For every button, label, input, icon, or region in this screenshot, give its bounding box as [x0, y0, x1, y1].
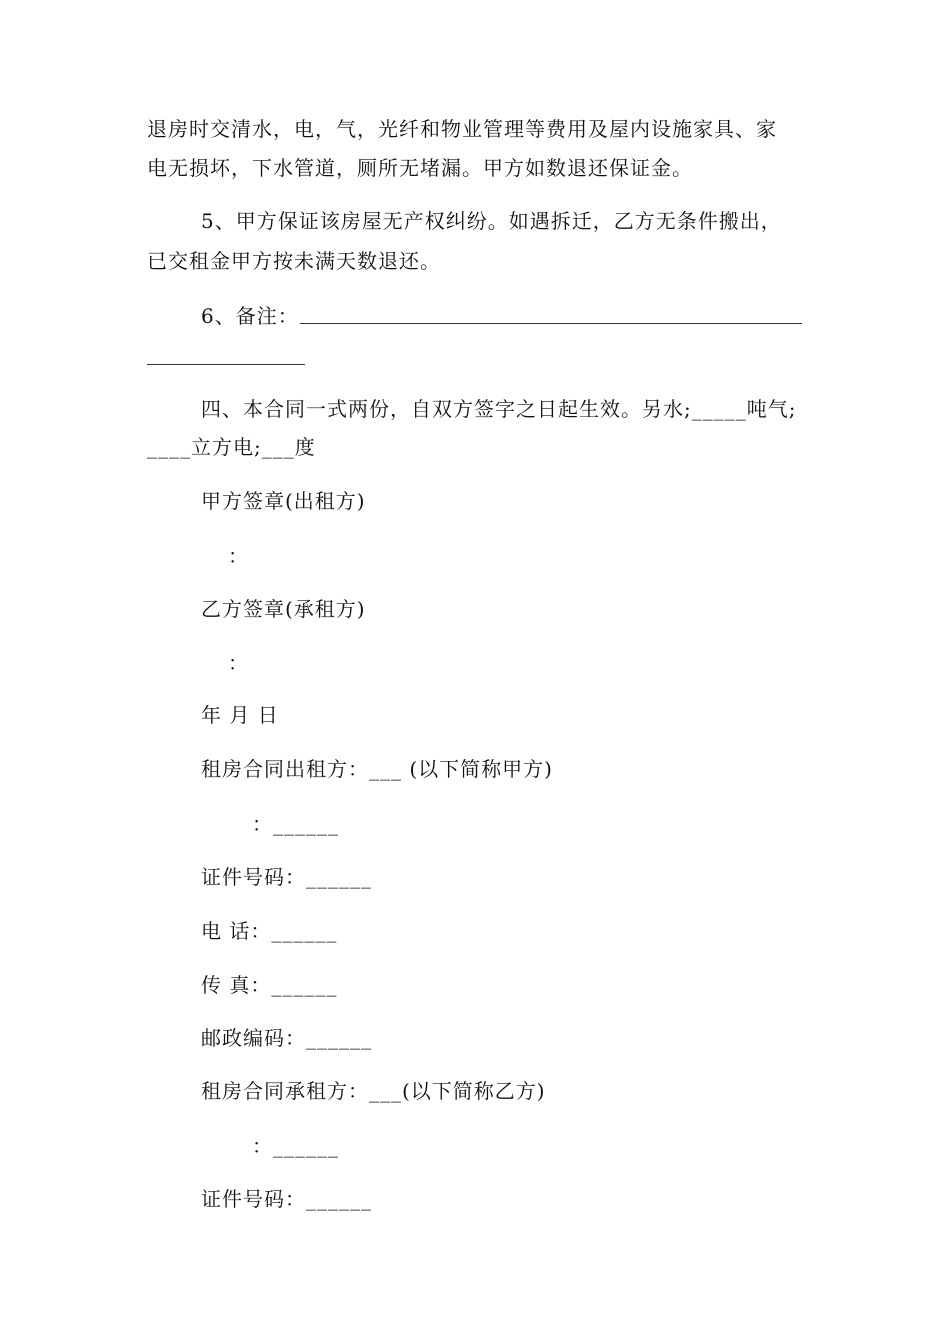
lessor-title: 租房合同出租方：___ (以下简称甲方): [201, 757, 553, 781]
lessee-name-row: ：______: [252, 1134, 339, 1158]
section4-line2: ____立方电;___度: [147, 435, 316, 459]
clause4-line1: 退房时交清水，电，气，光纤和物业管理等费用及屋内设施家具、家: [147, 117, 777, 141]
clause6-label: 6、备注：: [201, 304, 299, 328]
lessor-name-row: ：______: [252, 812, 339, 836]
party-b-signature-label: 乙方签章(承租方): [201, 597, 366, 621]
clause5-line2: 已交租金甲方按未满天数退还。: [147, 249, 441, 273]
lessor-postcode-row: 邮政编码：______: [201, 1026, 372, 1050]
lessee-id-row: 证件号码：______: [201, 1187, 372, 1211]
party-b-signature-colon: ：: [228, 651, 249, 675]
remarks-blank-line-2: [147, 364, 305, 365]
remarks-blank-line-1: [300, 323, 802, 324]
party-a-signature-label: 甲方签章(出租方): [201, 489, 366, 513]
party-a-signature-colon: ：: [228, 544, 249, 568]
section4-line1: 四、本合同一式两份，自双方签字之日起生效。另水;_____吨气;: [201, 397, 797, 421]
lessor-fax-row: 传 真：______: [201, 973, 338, 997]
lessee-title: 租房合同承租方：___(以下简称乙方): [201, 1079, 546, 1103]
clause4-line2: 电无损坏，下水管道，厕所无堵漏。甲方如数退还保证金。: [147, 156, 693, 180]
signature-date: 年 月 日: [201, 703, 279, 727]
lessor-phone-row: 电 话：______: [201, 919, 338, 943]
clause5-line1: 5、甲方保证该房屋无产权纠纷。如遇拆迁，乙方无条件搬出，: [201, 209, 782, 233]
lessor-id-row: 证件号码：______: [201, 865, 372, 889]
